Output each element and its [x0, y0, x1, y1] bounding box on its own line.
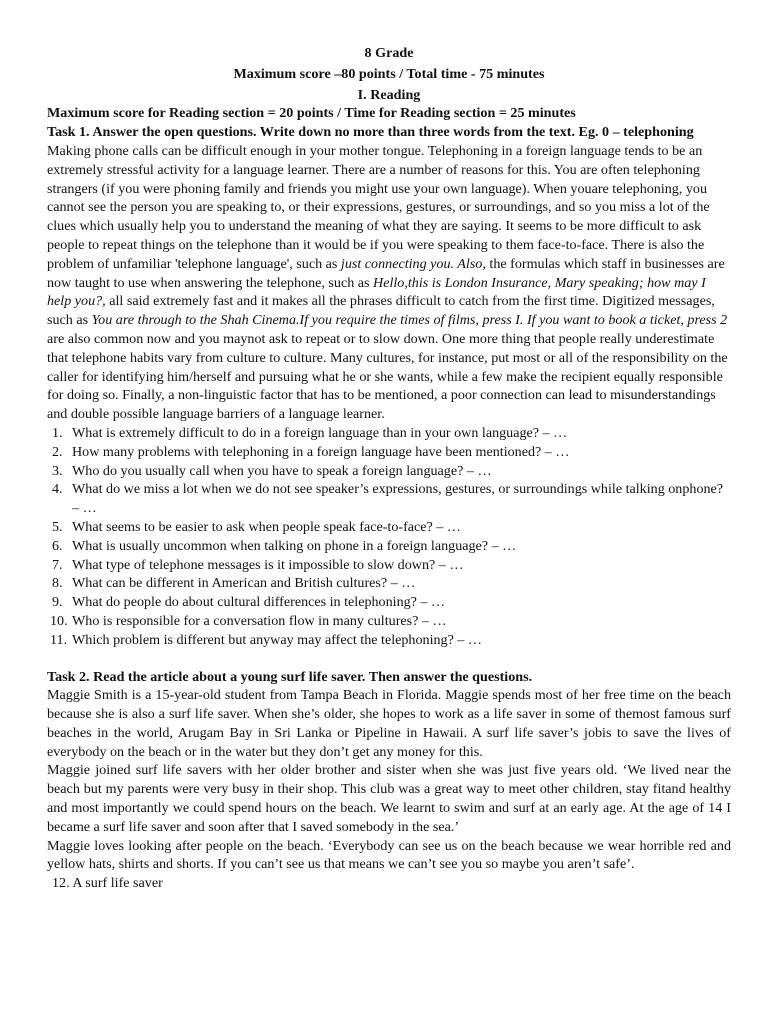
question-number: 8.	[52, 575, 63, 592]
grade-title: 8 Grade	[364, 45, 414, 61]
question-number: 7.	[52, 556, 63, 573]
text-segment: all said extremely fast and it makes all the phrases difficult to catch from the first time. Digitized messages, such as	[47, 293, 715, 329]
text-segment: the formulas which staff in businesses are now taught to use when answering the telephone, such as	[47, 255, 725, 291]
text-segment: are also common now and you maynot ask to repeat or to slow down. One more thing that people really underestimate that telephone habits vary from culture to culture. Many cultures, for instance, put most or all of the responsibility on the caller for identifying him/herself and pursuing what he or she wants, while a few make the recipient equally responsible for doing so. Finally, a non-linguistic factor that has to be mentioned, a poor connection can lead to misunderstandings and double possible language barriers of a language learner.	[47, 330, 728, 423]
question-text: Who do you usually call when you have to speak a foreign language? – …	[72, 462, 492, 479]
score-time-line: Maximum score –80 points / Total time - 75 minutes	[233, 65, 545, 82]
text-segment-italic: You are through to the Shah Cinema.If you require the times of films, press I. If you want to book a ticket, press 2	[91, 312, 728, 329]
question-item	[47, 574, 731, 593]
question-item	[47, 631, 731, 650]
text-segment-italic: Hello,this is London Insurance, Mary speaking; how may I help you?,	[47, 274, 706, 310]
question-item	[47, 537, 731, 556]
question-text: What do people do about cultural differences in telephoning? – …	[72, 594, 446, 611]
question-text: Who is responsible for a conversation flow in many cultures? – …	[72, 612, 447, 629]
question-number: 4.	[52, 481, 63, 498]
question-number: 10.	[50, 612, 68, 629]
question-item	[47, 556, 731, 575]
question-text: A surf life saver	[72, 875, 163, 892]
question-text: Which problem is different but anyway may affect the telephoning? – …	[72, 631, 483, 648]
question-item	[47, 462, 731, 481]
text-segment: Making phone calls can be difficult enough in your mother tongue. Telephoning in a foreign language tends to be an extremely stressful activity for a language learner. There are a number of reasons for this. You are often telephoning strangers (if you were phoning family and friends you might use your own language). When youare telephoning, you cannot see the person you are speaking to, or their expressions, gestures, or surroundings, and so you miss a lot of the clues which usually help you to understand the meaning of what they are saying. It seems to be more difficult to ask people to repeat things on the telephone than it would be if you were speaking to them face-to-face. There is also the problem of unfamiliar 'telephone language', such as	[47, 142, 710, 272]
question-item	[47, 593, 731, 612]
question-text: What type of telephone messages is it impossible to slow down? – …	[72, 556, 464, 573]
task2-instruction: Task 2. Read the article about a young surf life saver. Then answer the questions.	[47, 668, 533, 685]
question-number: 9.	[52, 594, 63, 611]
question-number: 12.	[52, 875, 70, 892]
question-number: 6.	[52, 537, 63, 554]
question-text: What seems to be easier to ask when people speak face-to-face? – …	[72, 518, 461, 535]
question-number: 3.	[52, 462, 63, 479]
question-text: What do we miss a lot when we do not see speaker’s expressions, gestures, or surroundings while talking onphone? – …	[72, 481, 724, 517]
question-number: 11.	[50, 631, 68, 648]
question-text: What is extremely difficult to do in a foreign language than in your own language? – …	[72, 424, 568, 441]
spacer	[47, 650, 731, 668]
question-number: 5.	[52, 518, 63, 535]
task2-paragraph: Maggie loves looking after people on the beach. ‘Everybody can see us on the beach because we wear horrible red and yellow hats, shirts and shorts. If you can’t see us that means we can’t see you so maybe you aren’t safe’.	[47, 837, 731, 873]
text-segment-italic: just connecting you. Also,	[340, 255, 486, 272]
task1-text	[47, 142, 731, 424]
question-item	[47, 424, 731, 443]
section-score-line: Maximum score for Reading section = 20 points / Time for Reading section = 25 minutes	[47, 105, 576, 122]
question-number: 1.	[52, 424, 63, 441]
question-item	[47, 443, 731, 462]
question-text: What is usually uncommon when talking on phone in a foreign language? – …	[72, 537, 517, 554]
task1-instruction: Task 1. Answer the open questions. Write down no more than three words from the text. Eg. 0 – telephoning	[47, 124, 694, 141]
exam-page	[47, 44, 731, 893]
task2-paragraph: Maggie joined surf life savers with her older brother and sister when she was just five years old. ‘We lived near the beach but my parents were very busy in their shop. This club was a great way to meet other children, stay fitand healthy and most importantly we could spend hours on the beach. We learnt to swim and surf at an early age. At the age of 14 I became a surf life saver and soon after that I saved somebody in the sea.’	[47, 762, 731, 835]
task1-questions	[47, 424, 731, 650]
question-text: How many problems with telephoning in a foreign language have been mentioned? – …	[72, 443, 570, 460]
task2-paragraph: Maggie Smith is a 15-year-old student from Tampa Beach in Florida. Maggie spends most of her free time on the beach because she is also a surf life saver. When she’s older, she hopes to work as a life saver in some of themost famous surf beaches in the world, Arugam Bay in Sri Lanka or Pipeline in Hawaii. A surf life saver’s jobis to save the lives of everybody on the beach or in the water but they don’t get any money for this.	[47, 687, 731, 760]
section-title: I. Reading	[357, 86, 421, 103]
question-item	[47, 480, 731, 518]
question-item	[47, 612, 731, 631]
question-item	[47, 518, 731, 537]
question-number: 2.	[52, 443, 63, 460]
task2-question-item	[47, 874, 731, 893]
question-text: What can be different in American and British cultures? – …	[72, 575, 416, 592]
